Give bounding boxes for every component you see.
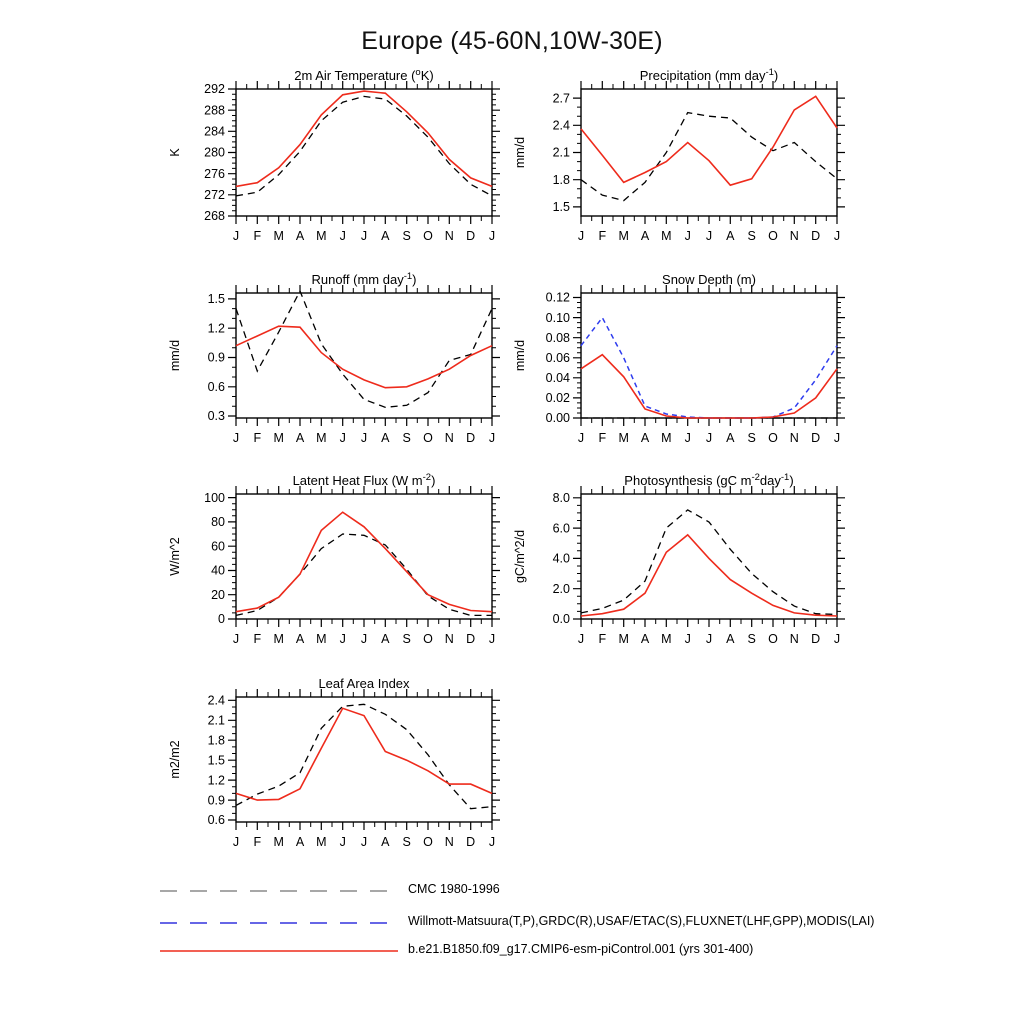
- y-tick-label: 280: [204, 145, 225, 160]
- month-label: J: [577, 431, 585, 445]
- month-label: F: [253, 431, 262, 445]
- month-label: J: [684, 632, 691, 646]
- plot-title: Photosynthesis (gC $m^{-2}day^{-1}$): [624, 472, 794, 488]
- legend-item-obs: [0, 914, 1024, 932]
- month-label: J: [339, 835, 346, 849]
- plot-photosynthesis: [513, 472, 845, 646]
- minor-ticks: [232, 692, 496, 827]
- y-tick-label: 0.3: [207, 409, 225, 424]
- y-tick-label: 288: [204, 103, 225, 118]
- y-axis-label: W/m^2: [168, 537, 182, 576]
- minor-ticks: [232, 288, 496, 423]
- y-tick-label: 0.9: [207, 793, 225, 808]
- y-tick-label: 8.0: [552, 491, 570, 505]
- y-tick-labels: [204, 82, 225, 223]
- month-label: A: [726, 632, 735, 646]
- y-axis-label: mm/d: [513, 339, 527, 372]
- plot-title: Precipitation (mm day$^{-1}$): [639, 67, 779, 83]
- month-label: J: [705, 632, 713, 646]
- month-label: D: [811, 431, 821, 445]
- plot-title: Leaf Area Index: [318, 676, 410, 691]
- legend-label-cmc: CMC 1980-1996: [408, 882, 500, 896]
- axis-box: [236, 293, 492, 418]
- month-label: A: [726, 431, 735, 445]
- month-label: J: [232, 431, 240, 445]
- month-labels: [578, 632, 840, 646]
- month-label: M: [273, 431, 284, 445]
- month-label: S: [747, 431, 756, 445]
- series-model-red: [236, 326, 492, 388]
- month-label: J: [360, 835, 368, 849]
- axis-box: [581, 494, 837, 619]
- series-obs-black-dashed: [581, 510, 837, 615]
- month-label: N: [444, 229, 454, 243]
- y-tick-label: 2.4: [207, 693, 225, 708]
- month-label: N: [789, 431, 799, 445]
- plot-air-temperature: [168, 67, 500, 243]
- month-label: M: [316, 431, 327, 445]
- month-label: F: [253, 835, 262, 849]
- y-tick-label: 1.8: [552, 172, 570, 187]
- month-label: J: [684, 431, 691, 445]
- month-label: S: [747, 229, 756, 243]
- major-ticks: [228, 486, 500, 627]
- y-axis-label: K: [168, 148, 182, 157]
- y-tick-label: 80: [211, 515, 225, 530]
- month-label: N: [444, 835, 454, 849]
- month-label: M: [316, 229, 327, 243]
- month-label: A: [381, 431, 390, 445]
- month-label: J: [705, 229, 713, 243]
- month-label: O: [423, 835, 433, 849]
- month-label: J: [360, 229, 368, 243]
- month-label: A: [726, 229, 735, 243]
- plot-title: Snow Depth (m): [662, 272, 756, 287]
- y-tick-label: 0.10: [545, 310, 570, 325]
- series-model-red: [581, 535, 837, 616]
- y-tick-labels: [204, 491, 225, 626]
- legend-item-cmc: [0, 882, 1024, 900]
- plot-title: 2m Air Temperature ($^o$K): [294, 67, 434, 83]
- y-tick-label: 0.6: [207, 813, 225, 828]
- legend-line-sample-model: [160, 946, 398, 956]
- month-label: D: [466, 229, 476, 243]
- month-label: M: [661, 632, 672, 646]
- y-axis-label: mm/d: [168, 339, 182, 372]
- major-ticks: [573, 81, 845, 224]
- figure-title: Europe (45-60N,10W-30E): [361, 27, 663, 55]
- series-obs-black-dashed: [236, 534, 492, 615]
- month-label: N: [789, 229, 799, 243]
- month-label: M: [618, 632, 629, 646]
- month-label: A: [640, 229, 650, 243]
- month-label: D: [466, 431, 476, 445]
- month-labels: [233, 431, 495, 445]
- series-obs-black-dashed: [236, 96, 492, 195]
- series-model-red: [236, 512, 492, 612]
- y-tick-label: 0.04: [545, 371, 570, 385]
- month-label: O: [423, 229, 433, 243]
- month-label: A: [640, 431, 650, 445]
- y-tick-label: 0.06: [545, 351, 570, 365]
- y-tick-labels: [208, 292, 225, 423]
- major-ticks: [228, 285, 500, 426]
- month-label: M: [316, 835, 327, 849]
- series-obs-black-dashed: [236, 704, 492, 808]
- series-obs-black-dashed: [581, 113, 837, 201]
- y-tick-labels: [208, 694, 225, 828]
- month-label: J: [232, 835, 240, 849]
- y-tick-label: 0.6: [207, 379, 225, 394]
- month-label: F: [253, 632, 262, 646]
- y-tick-label: 1.5: [207, 753, 225, 768]
- series-model-red: [236, 91, 492, 186]
- y-tick-label: 268: [204, 209, 225, 224]
- y-tick-label: 1.2: [207, 321, 225, 336]
- y-tick-label: 2.1: [207, 713, 225, 728]
- month-labels: [233, 835, 495, 849]
- plot-precipitation: [513, 67, 845, 243]
- month-label: O: [768, 229, 778, 243]
- series-obs-black-dashed: [236, 291, 492, 407]
- y-tick-label: 0.08: [545, 330, 570, 345]
- y-tick-label: 272: [204, 188, 225, 202]
- month-label: O: [423, 632, 433, 646]
- legend-label-model: b.e21.B1850.f09_g17.CMIP6-esm-piControl.001 (yrs 301-400): [408, 942, 754, 956]
- y-tick-label: 0.9: [207, 350, 225, 365]
- month-label: A: [640, 632, 650, 646]
- major-ticks: [228, 689, 500, 830]
- legend-line-sample-obs: [160, 918, 398, 928]
- y-tick-label: 292: [204, 82, 225, 97]
- y-tick-label: 1.5: [207, 292, 225, 307]
- y-tick-label: 0.00: [545, 411, 570, 426]
- month-label: S: [402, 431, 411, 445]
- month-label: J: [684, 229, 691, 243]
- month-labels: [578, 431, 840, 445]
- month-label: A: [295, 431, 305, 445]
- month-label: M: [618, 431, 629, 445]
- plot-latent-heat-flux: [168, 472, 500, 646]
- y-axis-label: gC/m^2/d: [513, 529, 527, 584]
- plot-title: Latent Heat Flux (W $m^{-2}$): [292, 472, 436, 488]
- axis-box: [236, 89, 492, 216]
- month-label: J: [232, 632, 240, 646]
- y-tick-label: 276: [204, 166, 225, 181]
- series-model-red: [581, 355, 837, 418]
- y-tick-label: 20: [211, 587, 225, 602]
- y-tick-labels: [553, 491, 570, 626]
- series-model-red: [581, 96, 837, 185]
- month-label: A: [295, 632, 305, 646]
- legend-item-model: [0, 942, 1024, 960]
- month-label: J: [833, 229, 841, 243]
- month-label: J: [705, 431, 713, 445]
- major-ticks: [573, 285, 845, 426]
- y-tick-labels: [546, 291, 570, 426]
- month-label: D: [466, 835, 476, 849]
- month-label: O: [768, 632, 778, 646]
- month-label: J: [577, 632, 585, 646]
- month-label: M: [661, 431, 672, 445]
- month-label: A: [381, 835, 390, 849]
- series-model-red: [236, 708, 492, 800]
- plot-leaf-area-index: [168, 676, 500, 849]
- month-label: D: [811, 632, 821, 646]
- month-label: M: [273, 229, 284, 243]
- month-label: M: [661, 229, 672, 243]
- month-label: F: [253, 229, 262, 243]
- y-tick-label: 4.0: [552, 551, 570, 566]
- y-tick-label: 60: [211, 539, 225, 554]
- month-label: J: [833, 431, 841, 445]
- month-label: J: [488, 835, 496, 849]
- month-label: S: [402, 835, 411, 849]
- plot-runoff: [168, 271, 500, 445]
- plot-snow-depth: [513, 272, 845, 445]
- month-label: A: [381, 632, 390, 646]
- month-label: N: [789, 632, 799, 646]
- month-label: M: [273, 835, 284, 849]
- month-label: J: [339, 229, 346, 243]
- month-label: M: [618, 229, 629, 243]
- y-tick-label: 284: [204, 124, 225, 139]
- month-label: A: [295, 835, 305, 849]
- month-label: D: [811, 229, 821, 243]
- month-label: M: [273, 632, 284, 646]
- month-label: M: [316, 632, 327, 646]
- y-axis-label: mm/d: [513, 136, 527, 169]
- series-obs-blue-dashed: [581, 318, 837, 418]
- month-label: J: [488, 229, 496, 243]
- minor-ticks: [577, 288, 841, 423]
- y-tick-label: 40: [211, 563, 225, 578]
- legend-label-obs: Willmott-Matsuura(T,P),GRDC(R),USAF/ETAC(S),FLUXNET(LHF,GPP),MODIS(LAI): [408, 914, 875, 928]
- y-tick-label: 1.8: [207, 733, 225, 748]
- month-label: A: [295, 229, 305, 243]
- month-label: S: [402, 632, 411, 646]
- y-tick-label: 2.7: [552, 91, 570, 106]
- month-label: O: [768, 431, 778, 445]
- y-tick-label: 0.12: [545, 290, 570, 305]
- month-label: F: [598, 431, 607, 445]
- y-tick-label: 1.5: [552, 200, 570, 215]
- y-axis-label: m2/m2: [168, 740, 182, 779]
- month-labels: [578, 229, 840, 243]
- month-labels: [233, 632, 495, 646]
- y-tick-label: 0: [218, 612, 225, 627]
- y-tick-label: 2.4: [552, 118, 570, 133]
- y-tick-label: 6.0: [552, 521, 570, 536]
- plot-title: Runoff (mm day$^{-1}$): [311, 271, 417, 287]
- minor-ticks: [232, 84, 496, 221]
- y-tick-labels: [553, 91, 570, 214]
- month-label: J: [577, 229, 585, 243]
- month-label: S: [402, 229, 411, 243]
- legend-line-sample-cmc: [160, 886, 398, 896]
- month-label: A: [381, 229, 390, 243]
- y-tick-label: 1.2: [207, 773, 225, 788]
- month-label: F: [598, 229, 607, 243]
- major-ticks: [228, 81, 500, 224]
- month-label: N: [444, 431, 454, 445]
- month-label: O: [423, 431, 433, 445]
- month-label: D: [466, 632, 476, 646]
- month-label: J: [339, 431, 346, 445]
- month-label: S: [747, 632, 756, 646]
- month-label: J: [360, 632, 368, 646]
- axis-box: [581, 293, 837, 418]
- minor-ticks: [577, 489, 841, 624]
- y-tick-label: 100: [204, 490, 225, 505]
- month-label: J: [232, 229, 240, 243]
- minor-ticks: [232, 489, 496, 624]
- y-tick-label: 2.1: [552, 145, 570, 160]
- month-labels: [233, 229, 495, 243]
- month-label: J: [488, 431, 496, 445]
- month-label: J: [360, 431, 368, 445]
- y-tick-label: 0.02: [545, 391, 570, 406]
- y-tick-label: 2.0: [552, 581, 570, 596]
- month-label: F: [598, 632, 607, 646]
- month-label: J: [488, 632, 496, 646]
- month-label: J: [339, 632, 346, 646]
- y-tick-label: 0.0: [552, 612, 570, 627]
- month-label: N: [444, 632, 454, 646]
- major-ticks: [573, 486, 845, 627]
- month-label: J: [833, 632, 841, 646]
